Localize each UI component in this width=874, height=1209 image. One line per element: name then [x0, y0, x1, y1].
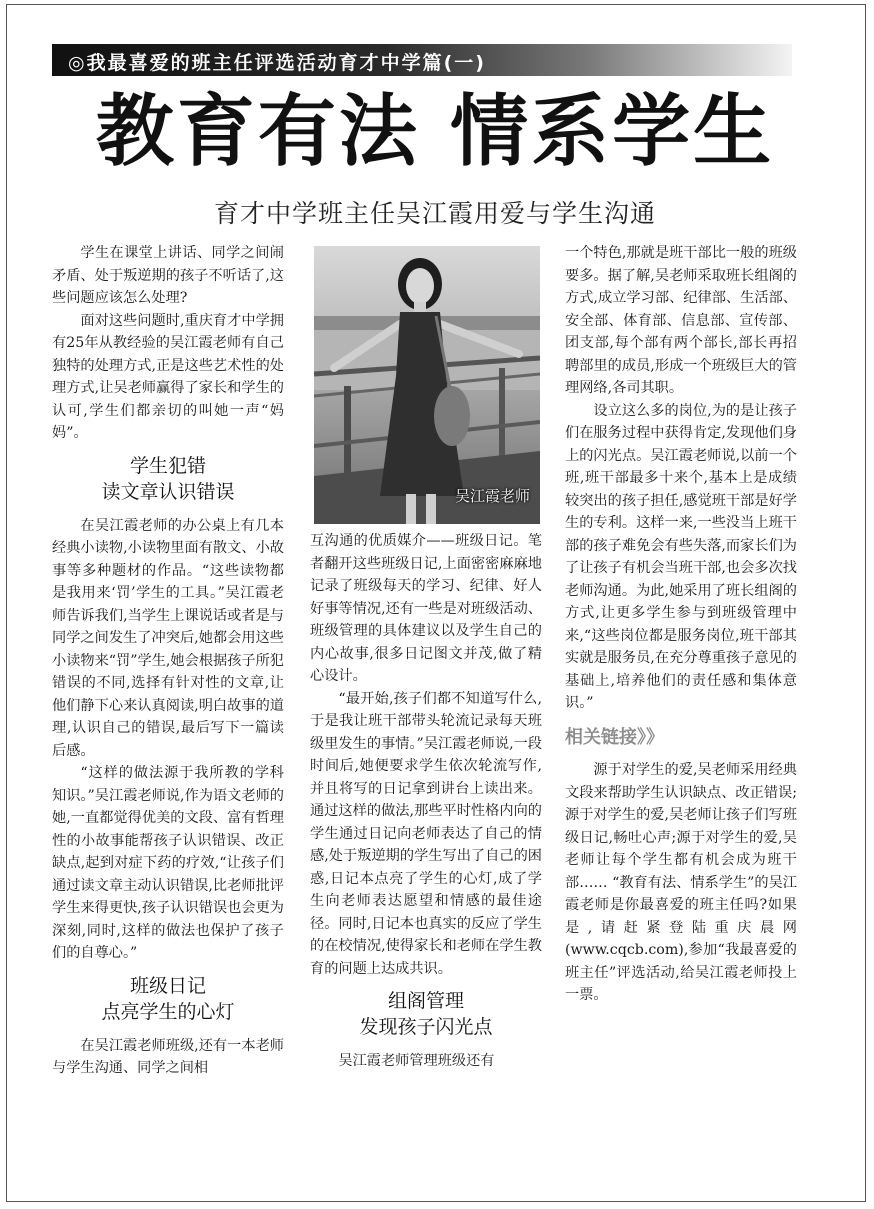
paragraph: 吴江霞老师管理班级还有 — [338, 1053, 495, 1069]
section-heading-2 — [52, 973, 284, 1025]
paragraph: “最开始,孩子们都不知道写什么,于是我让班干部带头轮流记录每天班级里发生的事情。”吴江霞老师说,一段时间后,她便要求学生依次轮流写作,并且将写的日记拿到讲台上读出来。通过这样的做法,那些平时性格内向的学生通过日记向老师表达了自己的情感,处于叛逆期的学生写出了自己的困惑,日记本点亮了学生的心灯,成了学生向老师表达愿望和情感的最佳途径。同时,日记本也真实的反应了学生的在校情况,使得家长和老师在学生教育的问题上达成共识。 — [310, 690, 542, 977]
paragraph: 学生在课堂上讲话、同学之间闹矛盾、处于叛逆期的孩子不听话了,这些问题应该怎么处理? — [52, 245, 284, 306]
column-banner — [52, 44, 792, 76]
article-column-3 — [565, 242, 797, 1007]
paragraph: 在吴江霞老师的办公桌上有几本经典小读物,小读物里面有散文、小故事等多种题材的作品。“这些读物都是我用来‘罚’学生的工具。”吴江霞老师告诉我们,当学生上课说话或者是与同学之间发生了冲突后,她都会用这些小读物来“罚”学生,她会根据孩子所犯错误的不同,选择有针对性的文章,让他们静下心来认真阅读,明白故事的道理,认识自己的错误,最后写下一篇读后感。 — [52, 517, 284, 759]
section-heading-3 — [310, 988, 542, 1040]
section-heading-line: 组阁管理 — [387, 990, 464, 1012]
paragraph: 面对这些问题时,重庆育才中学拥有25年从教经验的吴江霞老师有自己独特的处理方式,正是这些艺术性的处理方式,让吴老师赢得了家长和学生的认可,学生们都亲切的叫她一声“妈妈”。 — [52, 312, 284, 441]
section-heading-line: 班级日记 — [129, 974, 206, 997]
banner-text: ◎我最喜爱的班主任评选活动育才中学篇(一) — [68, 52, 486, 74]
section-heading-line: 学生犯错 — [129, 454, 206, 477]
paragraph: 设立这么多的岗位,为的是让孩子们在服务过程中获得肯定,发现他们身上的闪光点。吴江霞老师说,以前一个班,班干部最多十来个,基本上是成绩较突出的孩子担任,感觉班干部是好学生的专利。这样一来,一些没当上班干部的孩子难免会有些失落,而家长们为了让孩子有机会当班干部,也会多次找老师沟通。为此,她采用了班长组阁的方式,让更多学生参与到班级管理中来,“这些岗位都是服务岗位,班干部其实就是服务员,在充分尊重孩子意见的基础上,培养他们的责任感和集体意识。” — [565, 402, 797, 711]
paragraph: 源于对学生的爱,吴老师采用经典文段来帮助学生认识缺点、改正错误;源于对学生的爱,吴老师让孩子们写班级日记,畅吐心声;源于对学生的爱,吴老师让每个学生都有机会成为班干部…… “教育有法、情系学生”的吴江霞老师是你最喜爱的班主任吗?如果是,请赶紧登陆重庆晨网(www.cqcb.com),参加“我最喜爱的班主任”评选活动,给吴江霞老师投上一票。 — [565, 762, 797, 1003]
paragraph: 在吴江霞老师班级,还有一本老师与学生沟通、同学之间相 — [52, 1037, 284, 1076]
article-column-1 — [52, 242, 284, 1080]
paragraph: “这样的做法源于我所教的学科知识。”吴江霞老师说,作为语文老师的她,一直都觉得优美的文段、富有哲理性的小故事能帮孩子认识错误、改正缺点,起到对症下药的疗效,“让孩子们通过读文章主动认识错误,比老师批评学生来得更快,孩子认识错误也会更为深刻,同时,这样的做法也保护了孩子们的自尊心。” — [52, 765, 284, 961]
paragraph: 一个特色,那就是班干部比一般的班级要多。据了解,吴老师采取班长组阁的方式,成立学习部、纪律部、生活部、安全部、体育部、信息部、宣传部、团支部,每个部有两个部长,部长再招聘部里的成员,形成一个班级巨大的管理网络,各司其职。 — [565, 245, 797, 396]
related-links-heading: 相关链接》》 — [565, 726, 664, 748]
subheadline: 育才中学班主任吴江霞用爱与学生沟通 — [213, 199, 656, 228]
section-heading-line: 读文章认识错误 — [101, 480, 235, 503]
photo-illustration — [314, 246, 540, 524]
teacher-photo — [314, 246, 540, 524]
photo-caption: 吴江霞老师 — [454, 487, 530, 505]
headline: 教育有法 情系学生 — [95, 87, 775, 177]
paragraph: 互沟通的优质媒介——班级日记。笔者翻开这些班级日记,上面密密麻麻地记录了班级每天的学习、纪律、好人好事等情况,还有一些是对班级活动、班级管理的具体建议以及学生自己的内心故事,很多日记图文并茂,做了精心设计。 — [310, 533, 542, 684]
section-heading-1 — [52, 453, 284, 505]
section-heading-line: 发现孩子闪光点 — [359, 1016, 493, 1038]
article-column-2 — [310, 530, 542, 1073]
section-heading-line: 点亮学生的心灯 — [101, 1000, 235, 1023]
